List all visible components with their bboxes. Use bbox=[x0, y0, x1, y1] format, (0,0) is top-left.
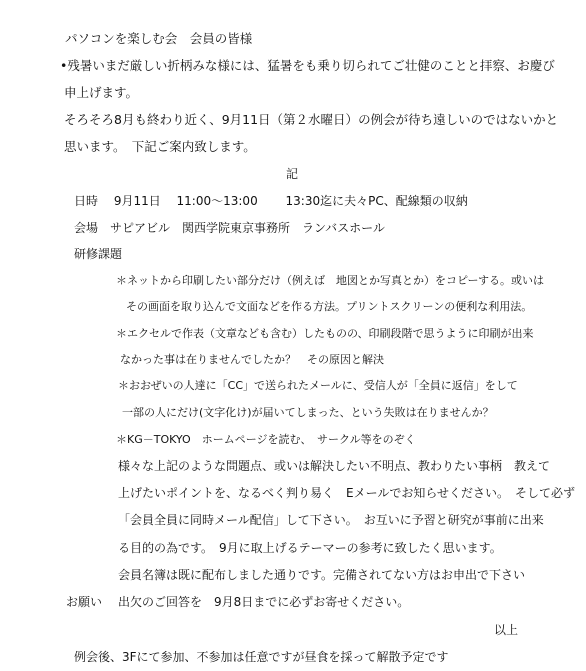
para-line-3: 「会員全員に同時メール配信」して下さい。 お互いに予習と研究が事前に出来 bbox=[118, 513, 544, 527]
para-line-1: 様々な上記のような問題点、或いは解決したい不明点、教わりたい事柄 教えて bbox=[118, 459, 551, 473]
topic-line: ＊KG－TOKYO ホームページを読む、 サークル等をのぞく bbox=[116, 433, 416, 446]
request-label: お願い bbox=[66, 595, 103, 609]
topic-line: 一部の人にだけ(文字化け)が届いてしまった、という失敗は在りませんか？ bbox=[122, 406, 494, 419]
intro-line-1: •残暑いまだ厳しい折柄みな様には、猛暑をも乗り切られてご壮健のことと拝察、お慶び bbox=[60, 58, 555, 73]
para-line-2: 上げたいポイントを、なるべく判り易く Eメールでお知らせください。 そして必ず bbox=[118, 486, 575, 500]
topic-line: その画面を取り込んで文面などを作る方法。プリントスクリーンの便利な利用法。 bbox=[126, 300, 533, 313]
footer-note: 例会後、3Fにて参加、不参加は任意ですが昼食を採って解散予定です bbox=[74, 650, 449, 664]
closing-ijou: 以上 bbox=[494, 623, 519, 637]
intro-line-4: 思います。 下記ご案内致します。 bbox=[64, 139, 256, 154]
para-line-4: る目的の為です。 9月に取上げるテーマーの参考に致したく思います。 bbox=[118, 541, 502, 555]
para-line-5: 会員名簿は既に配布しました通りです。完備されてない方はお申出で下さい bbox=[118, 568, 526, 582]
topic-line: ＊ネットから印刷したい部分だけ（例えば 地図とか写真とか）をコピーする。或いは bbox=[116, 274, 545, 287]
topic-line: なかった事は在りませんでしたか？ その原因と解決 bbox=[120, 353, 384, 366]
intro-line-2: 申上げます。 bbox=[64, 85, 139, 100]
topic-line: ＊おおぜいの人達に「CC」で送られたメールに、受信人が「全員に返信」をして bbox=[118, 379, 518, 392]
intro-line-3: そろそろ8月も終わり近く、9月11日（第２水曜日）の例会が待ち遠しいのではないかと bbox=[64, 112, 559, 127]
date-line: 日時 9月11日 11:00～13:00 13:30迄に夫々PC、配線類の収納 bbox=[74, 194, 468, 208]
ki-heading: 記 bbox=[286, 167, 299, 181]
topics-heading: 研修課題 bbox=[74, 247, 123, 261]
request-text: 出欠のご回答を 9月8日までに必ずお寄せください。 bbox=[118, 595, 410, 609]
venue-line: 会場 サピアビル 関西学院東京事務所 ランバスホール bbox=[74, 221, 385, 235]
greeting: パソコンを楽しむ会 会員の皆様 bbox=[65, 31, 253, 46]
topic-line: ＊エクセルで作表（文章なども含む）したものの、印刷段階で思うように印刷が出来 bbox=[116, 327, 534, 340]
